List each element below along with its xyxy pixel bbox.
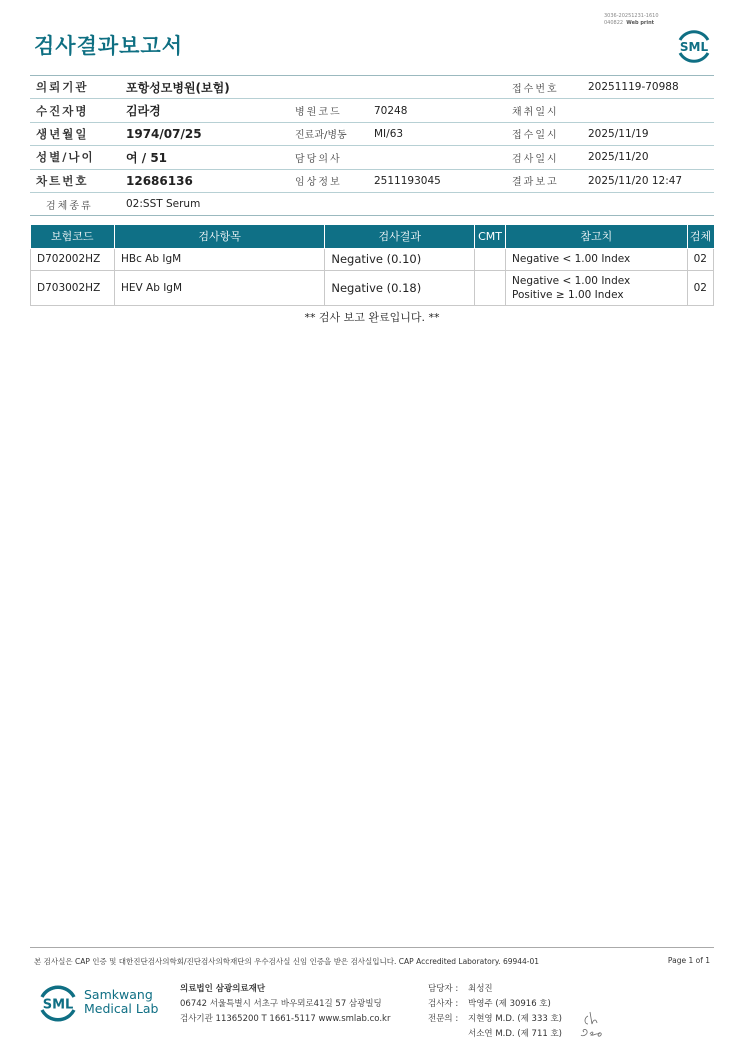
column-header: 검사항목 bbox=[114, 225, 324, 248]
label-sample-type: 검체종류 bbox=[46, 200, 93, 212]
info-row bbox=[30, 76, 714, 99]
value-chart-number: 12686136 bbox=[126, 173, 193, 188]
brand-line: Medical Lab bbox=[84, 1001, 159, 1016]
sml-logo-text: SML bbox=[679, 40, 709, 54]
info-row bbox=[30, 146, 714, 169]
value-clinical-info: 2511193045 bbox=[374, 174, 441, 187]
reference-line: Positive ≥ 1.00 Index bbox=[512, 288, 624, 301]
page-number: Page 1 of 1 bbox=[667, 956, 710, 965]
column-header: 검체 bbox=[687, 225, 713, 248]
table-row bbox=[31, 270, 714, 305]
reference-range bbox=[506, 270, 688, 305]
test-cmt bbox=[475, 270, 506, 305]
insurance-code: D703002HZ bbox=[31, 270, 115, 305]
label-result-report: 결과보고 bbox=[512, 177, 559, 189]
test-item: HEV Ab IgM bbox=[114, 270, 324, 305]
reference-line: Negative < 1.00 Index bbox=[512, 274, 631, 287]
brand-line: Samkwang bbox=[84, 987, 153, 1002]
test-cmt bbox=[475, 248, 506, 270]
label-chart-number: 차트번호 bbox=[36, 173, 89, 188]
info-row bbox=[30, 99, 714, 122]
certification-note: 본 검사실은 CAP 인증 및 대한진단검사의학회/진단검사의학재단의 우수검사실 신임 인증을 받은 검사실입니다. CAP Accredited Laboratory. 69944-01 bbox=[34, 957, 540, 966]
staff-row bbox=[428, 997, 562, 1012]
test-result: Negative (0.18) bbox=[325, 270, 475, 305]
value-requesting-institution: 포항성모병원(보험) bbox=[126, 80, 230, 95]
signature-image bbox=[578, 1008, 608, 1040]
footer-logo-text: SML bbox=[42, 997, 74, 1013]
value-department-ward: MI/63 bbox=[374, 127, 404, 140]
staff-label: 검사자 : bbox=[428, 999, 459, 1009]
staff-list bbox=[428, 982, 562, 1042]
print-meta-line2: 040822 bbox=[604, 20, 624, 26]
print-meta-line1: 3036-20251231-1610 bbox=[604, 13, 659, 19]
label-department-ward: 진료과/병동 bbox=[295, 130, 347, 142]
staff-row bbox=[428, 1012, 562, 1027]
info-row-sample bbox=[30, 193, 714, 216]
value-patient-name: 김라경 bbox=[126, 104, 161, 119]
footer-divider bbox=[30, 947, 714, 948]
value-birth-date: 1974/07/25 bbox=[126, 126, 202, 141]
staff-value: 서소연 M.D. (제 711 호) bbox=[468, 1029, 563, 1039]
value-test-date: 2025/11/20 bbox=[588, 151, 649, 164]
column-header: CMT bbox=[475, 225, 506, 248]
staff-value: 박영주 (제 30916 호) bbox=[468, 999, 551, 1009]
patient-info-grid bbox=[30, 75, 714, 216]
label-receipt-date: 접수일시 bbox=[512, 130, 559, 142]
sample-number: 02 bbox=[687, 248, 713, 270]
info-row bbox=[30, 123, 714, 146]
table-row bbox=[31, 248, 714, 270]
results-header-row bbox=[31, 225, 714, 248]
label-attending-doctor: 담당의사 bbox=[295, 153, 342, 165]
label-test-date: 검사일시 bbox=[512, 153, 559, 165]
page-title: 검사결과보고서 bbox=[34, 34, 184, 58]
results-table bbox=[30, 225, 714, 306]
organization-info bbox=[180, 982, 390, 1027]
report-complete-note: ** 검사 보고 완료입니다. ** bbox=[304, 311, 440, 324]
sample-number: 02 bbox=[687, 270, 713, 305]
staff-value: 최성진 bbox=[468, 984, 493, 994]
staff-label: 담당자 : bbox=[428, 984, 459, 994]
column-header: 검사결과 bbox=[325, 225, 475, 248]
test-item: HBc Ab IgM bbox=[114, 248, 324, 270]
value-hospital-code: 70248 bbox=[374, 104, 408, 117]
print-meta bbox=[604, 13, 659, 27]
staff-row bbox=[428, 982, 562, 997]
label-hospital-code: 병원코드 bbox=[295, 107, 342, 119]
column-header: 보험코드 bbox=[31, 225, 115, 248]
print-mode: Web print bbox=[626, 20, 655, 26]
organization-address: 06742 서울특별시 서초구 바우뫼로41길 57 삼광빌딩 bbox=[180, 999, 382, 1009]
staff-value: 지현영 M.D. (제 333 호) bbox=[468, 1014, 563, 1024]
organization-name: 의료법인 삼광의료재단 bbox=[180, 984, 266, 994]
label-clinical-info: 임상정보 bbox=[295, 177, 342, 189]
label-receipt-number: 접수번호 bbox=[512, 83, 559, 95]
staff-label bbox=[428, 1027, 468, 1042]
label-collection-date: 채취일시 bbox=[512, 107, 559, 119]
sml-logo-icon bbox=[674, 26, 714, 66]
staff-row bbox=[428, 1027, 562, 1042]
label-patient-name: 수진자명 bbox=[36, 103, 89, 118]
test-result: Negative (0.10) bbox=[325, 248, 475, 270]
column-header: 참고치 bbox=[506, 225, 688, 248]
value-sex-age: 여 / 51 bbox=[126, 150, 168, 165]
label-birth-date: 생년월일 bbox=[36, 126, 89, 141]
organization-contact: 검사기관 11365200 T 1661-5117 www.smlab.co.kr bbox=[180, 1014, 391, 1024]
value-result-report: 2025/11/20 12:47 bbox=[588, 174, 683, 187]
reference-line: Negative < 1.00 Index bbox=[512, 253, 631, 265]
label-sex-age: 성별/나이 bbox=[36, 150, 95, 165]
value-receipt-number: 20251119-70988 bbox=[588, 81, 679, 94]
label-requesting-institution: 의뢰기관 bbox=[36, 80, 89, 95]
info-row bbox=[30, 170, 714, 193]
samkwang-logo-icon bbox=[36, 981, 80, 1025]
insurance-code: D702002HZ bbox=[31, 248, 115, 270]
reference-range bbox=[506, 248, 688, 270]
staff-label: 전문의 : bbox=[428, 1014, 459, 1024]
value-sample-type: 02:SST Serum bbox=[126, 198, 201, 211]
value-receipt-date: 2025/11/19 bbox=[588, 127, 649, 140]
brand-name bbox=[84, 988, 158, 1016]
